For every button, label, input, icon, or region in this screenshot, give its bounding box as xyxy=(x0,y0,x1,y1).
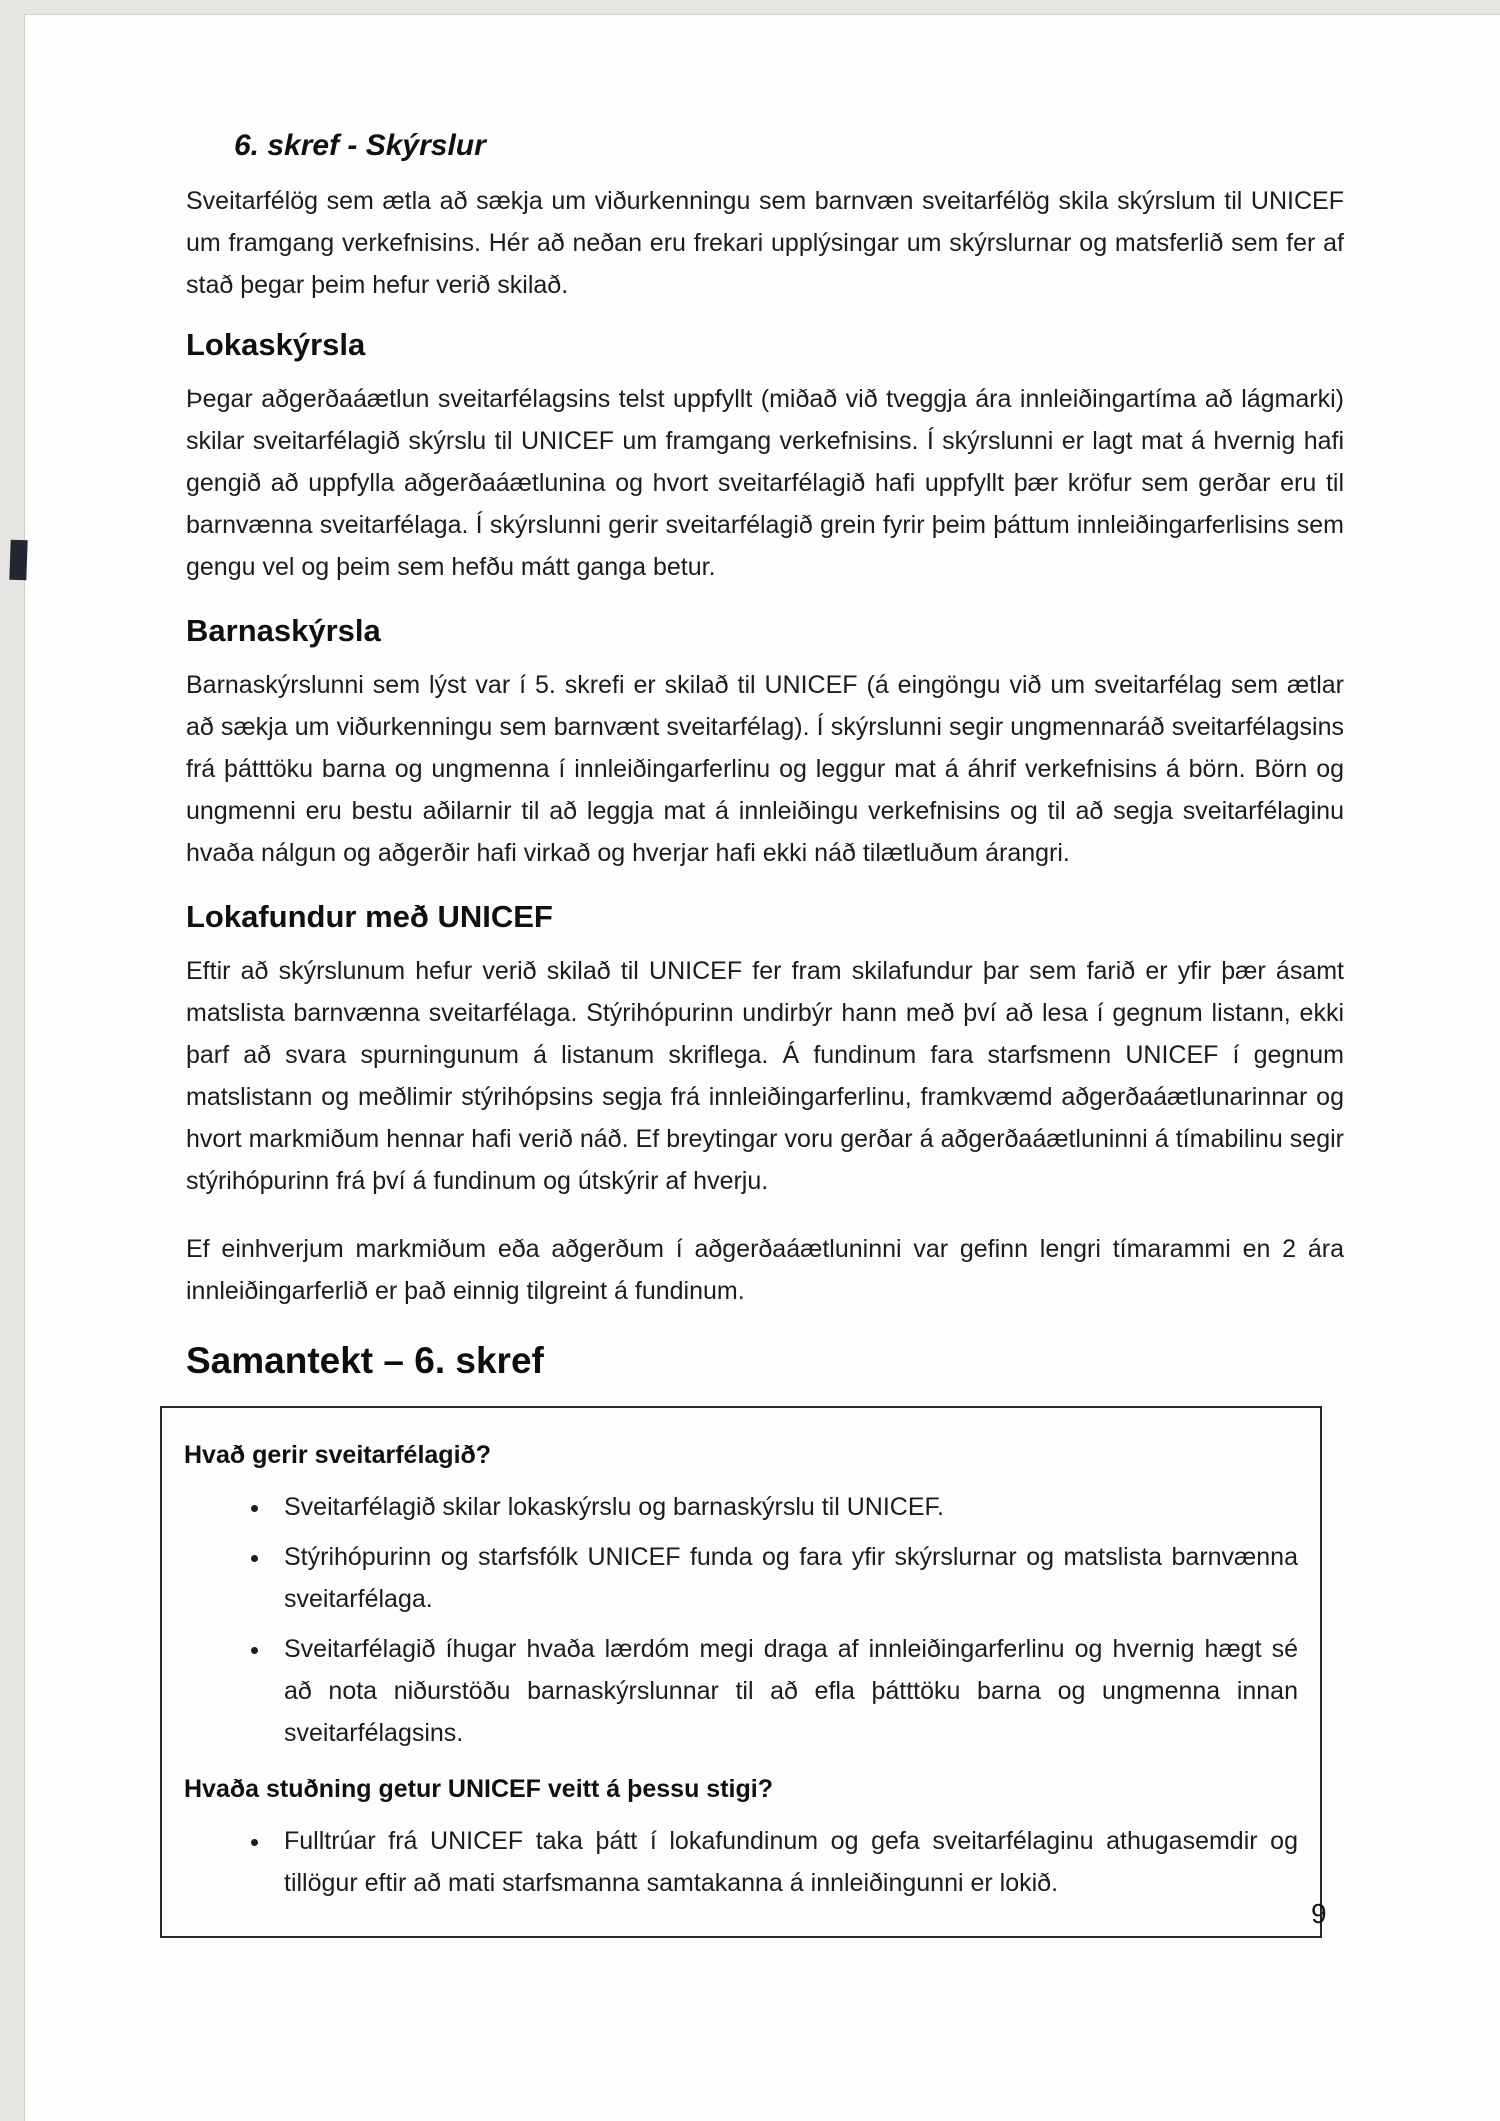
box-bullet-list-municipality xyxy=(184,1486,1298,1754)
box-question-municipality: Hvað gerir sveitarfélagið? xyxy=(184,1441,492,1469)
bullet-item: • Sveitarfélagið skilar lokaskýrslu og barnaskýrslu til UNICEF. xyxy=(272,1486,1298,1528)
summary-heading: Samantekt – 6. skref xyxy=(186,1340,544,1381)
box-bullet-list-unicef xyxy=(184,1820,1298,1904)
section-heading-barnaskyrsla: Barnaskýrsla xyxy=(186,613,381,648)
box-question-unicef-support: Hvaða stuðning getur UNICEF veitt á þessu stigi? xyxy=(184,1775,773,1803)
bullet-item: • Sveitarfélagið íhugar hvaða lærdóm megi draga af innleiðingarferlinu og hvernig hægt sé að nota niðurstöðu barnaskýrslunnar til að efla þátttöku barna og ungmenna innan sveitarfélagsins. xyxy=(272,1628,1298,1754)
section-paragraph: Barnaskýrslunni sem lýst var í 5. skrefi er skilað til UNICEF (á eingöngu við um sveitarfélag sem ætlar að sækja um viðurkenningu sem barnvænt sveitarfélag). Í skýrslunni segir ungmennaráð sveitarfélagsins frá þátttöku barna og ungmenna í innleiðingarferlinu og leggur mat á áhrif verkefnisins á börn. Börn og ungmenni eru bestu aðilarnir til að leggja mat á innleiðingu verkefnisins og til að segja sveitarfélaginu hvaða nálgun og aðgerðir hafi virkað og hverjar hafi ekki náð tilætluðum árangri. xyxy=(186,671,1344,867)
summary-box xyxy=(160,1406,1322,1938)
scan-artifact-mark xyxy=(9,540,27,581)
section-paragraph: Ef einhverjum markmiðum eða aðgerðum í aðgerðaáætluninni var gefinn lengri tímarammi en 2 ára innleiðingarferlið er það einnig tilgreint á fundinum. xyxy=(186,1235,1344,1305)
section-heading-lokafundur: Lokafundur með UNICEF xyxy=(186,899,553,934)
intro-paragraph: Sveitarfélög sem ætla að sækja um viðurkenningu sem barnvæn sveitarfélög skila skýrslum til UNICEF um framgang verkefnisins. Hér að neðan eru frekari upplýsingar um skýrslurnar og matsferlið sem fer af stað þegar þeim hefur verið skilað. xyxy=(186,187,1344,299)
bullet-item: • Stýrihópurinn og starfsfólk UNICEF funda og fara yfir skýrslurnar og matslista barnvænna sveitarfélaga. xyxy=(272,1536,1298,1620)
section-paragraph: Eftir að skýrslunum hefur verið skilað til UNICEF fer fram skilafundur þar sem farið er yfir þær ásamt matslista barnvænna sveitarfélaga. Stýrihópurinn undirbýr hann með því að lesa í gegnum listann, ekki þarf að svara spurningunum á listanum skriflega. Á fundinum fara starfsmenn UNICEF í gegnum matslistann og meðlimir stýrihópsins segja frá innleiðingarferlinu, framkvæmd aðgerðaáætlunarinnar og hvort markmiðum hennar hafi verið náð. Ef breytingar voru gerðar á aðgerðaáætluninni á tímabilinu segir stýrihópurinn frá því á fundinum og útskýrir af hverju. xyxy=(186,957,1344,1195)
section-paragraph: Þegar aðgerðaáætlun sveitarfélagsins telst uppfyllt (miðað við tveggja ára innleiðingartíma að lágmarki) skilar sveitarfélagið skýrslu til UNICEF um framgang verkefnisins. Í skýrslunni er lagt mat á hvernig hafi gengið að uppfylla aðgerðaáætlunina og hvort sveitarfélagið hafi uppfyllt þær kröfur sem gerðar eru til barnvænna sveitarfélaga. Í skýrslunni gerir sveitarfélagið grein fyrir þeim þáttum innleiðingarferlisins sem gengu vel og þeim sem hefðu mátt ganga betur. xyxy=(186,385,1344,581)
page-number: 9 xyxy=(1311,1898,1327,1929)
section-heading-lokaskyrsla: Lokaskýrsla xyxy=(186,327,366,362)
bullet-item: • Fulltrúar frá UNICEF taka þátt í lokafundinum og gefa sveitarfélaginu athugasemdir og tillögur eftir að mati starfsmanna samtakanna á innleiðingunni er lokið. xyxy=(272,1820,1298,1904)
step-heading: 6. skref - Skýrslur xyxy=(234,129,486,162)
page-content xyxy=(186,128,1344,1938)
